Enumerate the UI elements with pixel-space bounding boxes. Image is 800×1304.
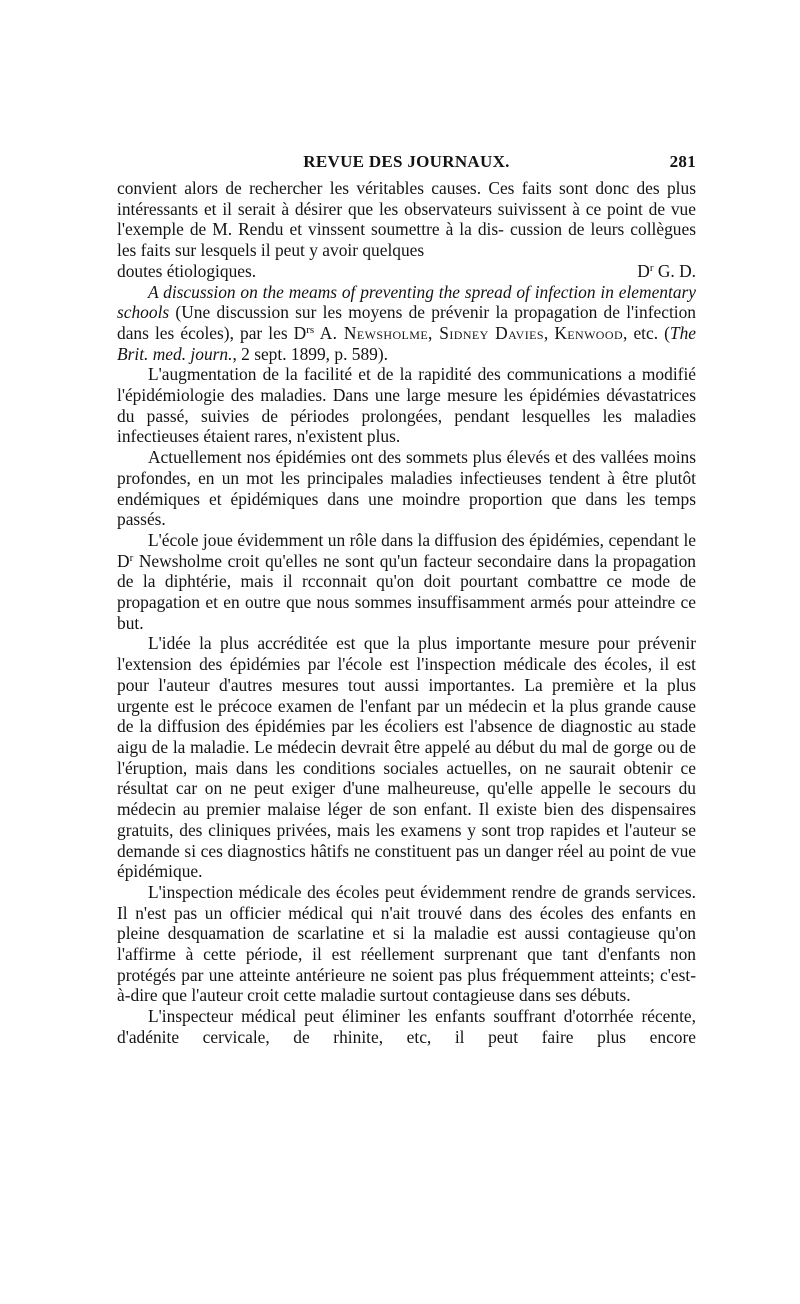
paragraph-3-sup: r [129, 551, 134, 564]
previous-line-4: cussion de leurs collègues les faits sur lesquels il peut y avoir quelques [117, 219, 696, 261]
previous-review-ending [117, 178, 696, 261]
paragraph-6: L'inspecteur médical peut éliminer les enfants souffrant d'otorrhée récente, d'adénite cervicale, de rhinite, etc, il peut faire plus encore [117, 1006, 696, 1047]
article-etc: , etc. ( [623, 322, 670, 343]
previous-last-line [117, 261, 696, 282]
previous-line-3: ce point de vue l'exemple de M. Rendu et vinssent soumettre à la dis- [117, 198, 696, 240]
paragraph-3 [117, 530, 696, 634]
article-citation: , 2 sept. 1899, p. 589). [232, 343, 388, 364]
paragraph-3-a: L'école joue évidemment un rôle dans la diffusion des épidémies, cependant le D [117, 529, 696, 571]
paragraph-4: L'idée la plus accréditée est que la plus importante mesure pour prévenir l'extension des épidémies par l'école est l'inspection médicale des écoles, il est pour l'auteur d'autres mesures tout aussi importantes. La première et la plus urgente est le précoce examen de l'enfant par un médecin et la plus grande cause de la diffusion des épidémies par les écoliers est l'absence de diagnostic au stade aigu de la maladie. Le médecin devrait être appelé au début du mal de gorge ou de l'éruption, mais dans les conditions sociales actuelles, on ne saurait obtenir ce résultat car on ne peut exiger d'une malheureuse, qu'elle appelle le secours du médecin au premier malaise léger de son enfant. Il existe bien des dispensaires gratuits, des cliniques privées, mais les examens y sont trop rapides et l'auteur se demande si ces diagnostics hâtifs ne constituent pas un danger réel au point de vue épidémique. [117, 633, 696, 882]
signature [637, 261, 696, 282]
author-separator: , [543, 322, 555, 343]
previous-line-1: convient alors de rechercher les véritables causes. Ces faits sont donc [117, 178, 630, 198]
article-translation: (Une discussion sur les moyens de prévenir la propagation de l'infection dans les écoles), par les D [117, 302, 696, 343]
previous-line-2: des plus intéressants et il serait à désirer que les observateurs suivissent à [117, 178, 696, 219]
article-heading [117, 282, 696, 365]
journal-title: The Brit. med. journ. [117, 322, 697, 364]
running-head [117, 152, 696, 178]
author-newsholme: A. Newsholme, [314, 322, 440, 343]
author-davies: Sidney Davies [439, 322, 544, 343]
article-drs-sup: rs [306, 323, 315, 336]
paragraph-2: Actuellement nos épidémies ont des sommets plus élevés et des vallées moins profondes, en un mot les principales maladies infectieuses tendent à être plutôt endémiques et épidémiques dans une moindre proportion que dans les temps passés. [117, 447, 696, 530]
page-number: 281 [669, 152, 696, 171]
previous-last-text: doutes étiologiques. [117, 260, 257, 281]
paragraph-1: L'augmentation de la facilité et de la rapidité des communications a modifié l'épidémiologie des maladies. Dans une large mesure les épidémies dévastatrices du passé, suivies de périodes prolongées, pendant lesquelles les maladies infectieuses étaient rares, n'existent plus. [117, 364, 696, 447]
signature-dr-sup: r [649, 261, 654, 274]
signature-dr: D [637, 260, 650, 281]
author-kenwood: Kenwood [554, 322, 624, 343]
paragraph-5: L'inspection médicale des écoles peut évidemment rendre de grands services. Il n'est pas un officier médical qui n'ait trouvé dans des écoles des enfants en pleine desquamation de scarlatine et si la maladie est aussi contagieuse qu'on l'affirme à cette période, il est réellement surprenant que tant d'enfants non protégés par une atteinte antérieure ne soient pas plus fréquemment atteints; c'est-à-dire que l'auteur croit cette maladie surtout contagieuse dans ses débuts. [117, 881, 696, 1006]
article-title: A discussion on the meams of preventing the spread of infection in elementary schools [117, 281, 696, 323]
running-title: REVUE DES JOURNAUX. [303, 152, 510, 171]
signature-initials: G. D. [653, 260, 696, 281]
page-body [117, 178, 696, 1048]
paragraph-3-b: Newsholme croit qu'elles ne sont qu'un facteur secondaire dans la propagation de la diphtérie, mais il rcconnait qu'on doit pourtant combattre ce mode de propagation et en outre que nous sommes insuffisamment armés pour atteindre ce but. [117, 550, 696, 633]
